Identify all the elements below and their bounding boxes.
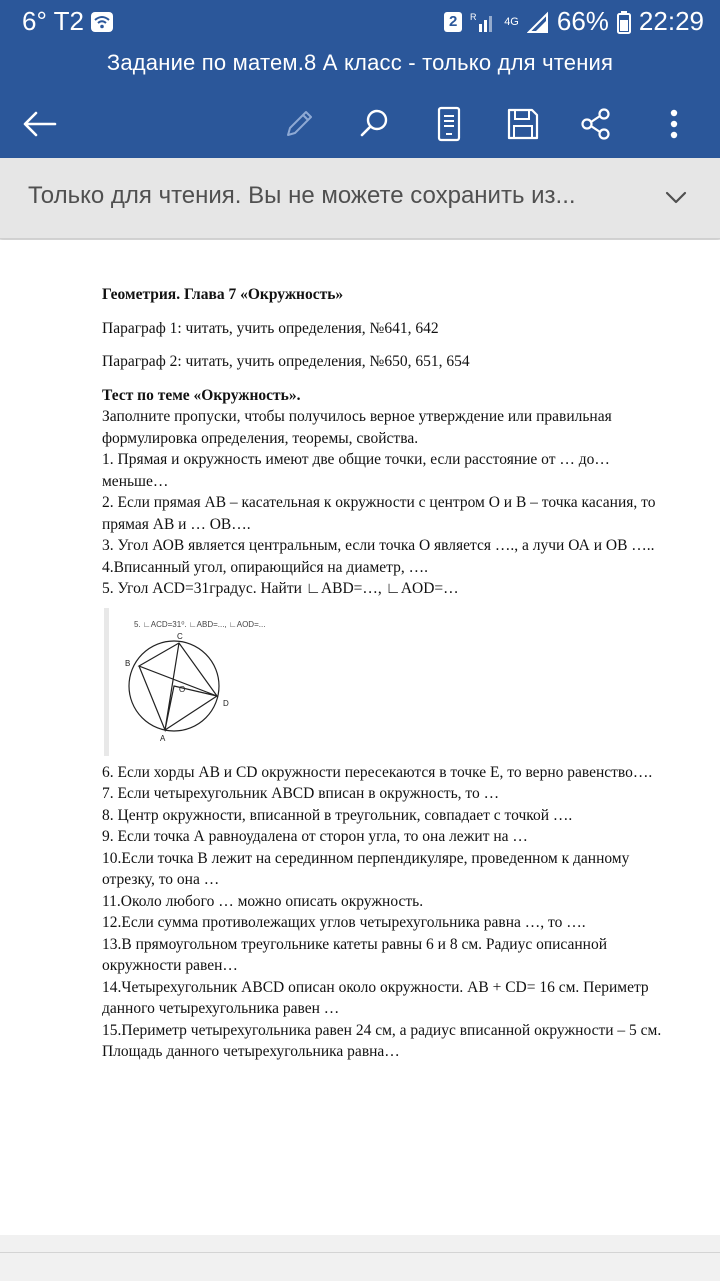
more-options-button[interactable] bbox=[646, 94, 702, 154]
test-item-1: 1. Прямая и окружность имеют две общие точки, если расстояние от … до… меньше… bbox=[102, 451, 610, 490]
document-page bbox=[0, 240, 720, 1235]
doc-paragraph-2: Параграф 2: читать, учить определения, №650, 651, 654 bbox=[102, 353, 470, 370]
bottom-edge bbox=[0, 1252, 720, 1281]
test-item-11: 11.Около любого … можно описать окружность. bbox=[102, 892, 424, 910]
read-only-banner[interactable] bbox=[0, 158, 720, 239]
test-item-10: 10.Если точка В лежит на серединном перпендикуляре, проведенном к данному отрезку, то она … bbox=[102, 849, 630, 888]
figure-caption: 5. ∟ACD=31⁰. ∟ABD=..., ∟AOD=... bbox=[134, 619, 266, 629]
search-button[interactable] bbox=[347, 94, 403, 154]
status-left-text: 6° T2 bbox=[22, 6, 84, 36]
network-type: 4G bbox=[504, 15, 519, 28]
share-icon bbox=[580, 107, 612, 141]
chevron-down-icon[interactable] bbox=[662, 182, 690, 212]
test-item-13: 13.В прямоугольном треугольнике катеты равны 6 и 8 см. Радиус описанной окружности равен… bbox=[102, 935, 607, 974]
label-o: O bbox=[179, 684, 186, 694]
svg-text:R: R bbox=[470, 11, 477, 22]
document-body bbox=[102, 284, 672, 1063]
test-item-9: 9. Если точка А равноудалена от сторон угла, то она лежит на … bbox=[102, 828, 528, 845]
edit-button[interactable] bbox=[271, 94, 327, 154]
label-c: C bbox=[177, 631, 183, 641]
share-button[interactable] bbox=[568, 94, 624, 154]
label-b: B bbox=[125, 658, 131, 668]
document-title: Задание по матем.8 А класс - только для чтения bbox=[106, 50, 614, 75]
test-item-3: 3. Угол АОВ является центральным, если точка О является …., а лучи ОА и ОВ ….. bbox=[102, 537, 655, 554]
test-title: Тест по теме «Окружность». bbox=[102, 386, 301, 404]
test-item-5: 5. Угол ACD=31градус. Найти ∟ABD=…, ∟AOD=… bbox=[102, 580, 459, 597]
back-button[interactable] bbox=[12, 94, 68, 154]
save-icon bbox=[506, 107, 540, 141]
test-item-2: 2. Если прямая АВ – касательная к окружности с центром О и В – точка касания, то прямая АВ и … ОВ…. bbox=[102, 494, 656, 533]
toolbar bbox=[0, 94, 720, 154]
circle-diagram bbox=[119, 630, 239, 742]
doc-heading: Геометрия. Глава 7 «Окружность» bbox=[102, 286, 344, 303]
test-item-14: 14.Четырехугольник ABCD описан около окружности. AB + CD= 16 см. Периметр данного четырехугольника равен … bbox=[102, 978, 649, 1017]
sim-badge: 2 bbox=[444, 12, 462, 32]
test-item-12: 12.Если сумма противолежащих углов четырехугольника равна …, то …. bbox=[102, 914, 586, 931]
test-item-7: 7. Если четырехугольник АВСD вписан в окружность, то … bbox=[102, 785, 500, 802]
battery-percent: 66% bbox=[556, 6, 609, 36]
test-item-15: 15.Периметр четырехугольника равен 24 см, а радиус вписанной окружности – 5 см. Площадь данного четырехугольника равна… bbox=[102, 1021, 662, 1060]
label-a: A bbox=[160, 733, 166, 742]
test-item-4: 4.Вписанный угол, опирающийся на диаметр, …. bbox=[102, 558, 429, 576]
circle-figure bbox=[104, 608, 285, 756]
status-right bbox=[444, 6, 704, 37]
test-instructions: Заполните пропуски, чтобы получилось верное утверждение или правильная формулировка определения, теоремы, свойства. bbox=[102, 408, 612, 447]
reading-view-button[interactable] bbox=[421, 94, 477, 154]
more-icon bbox=[668, 107, 680, 141]
test-item-8: 8. Центр окружности, вписанной в треугольник, совпадает с точкой …. bbox=[102, 806, 573, 824]
pen-icon bbox=[282, 107, 316, 141]
doc-paragraph-1: Параграф 1: читать, учить определения, №641, 642 bbox=[102, 319, 439, 337]
signal-r-icon bbox=[470, 10, 496, 34]
wifi-icon bbox=[90, 11, 114, 33]
status-left bbox=[22, 6, 114, 37]
save-button[interactable] bbox=[495, 94, 551, 154]
battery-icon bbox=[617, 10, 631, 34]
label-d: D bbox=[223, 698, 229, 708]
banner-text: Только для чтения. Вы не можете сохранить из... bbox=[28, 182, 576, 209]
search-icon bbox=[358, 107, 392, 141]
signal-icon bbox=[527, 10, 549, 34]
clock: 22:29 bbox=[638, 6, 704, 36]
app-header bbox=[0, 42, 720, 158]
back-arrow-icon bbox=[22, 110, 58, 138]
test-item-6: 6. Если хорды АВ и CD окружности пересекаются в точке Е, то верно равенство…. bbox=[102, 763, 653, 781]
chords bbox=[139, 643, 217, 730]
reading-view-icon bbox=[435, 106, 463, 142]
status-bar bbox=[0, 0, 720, 42]
